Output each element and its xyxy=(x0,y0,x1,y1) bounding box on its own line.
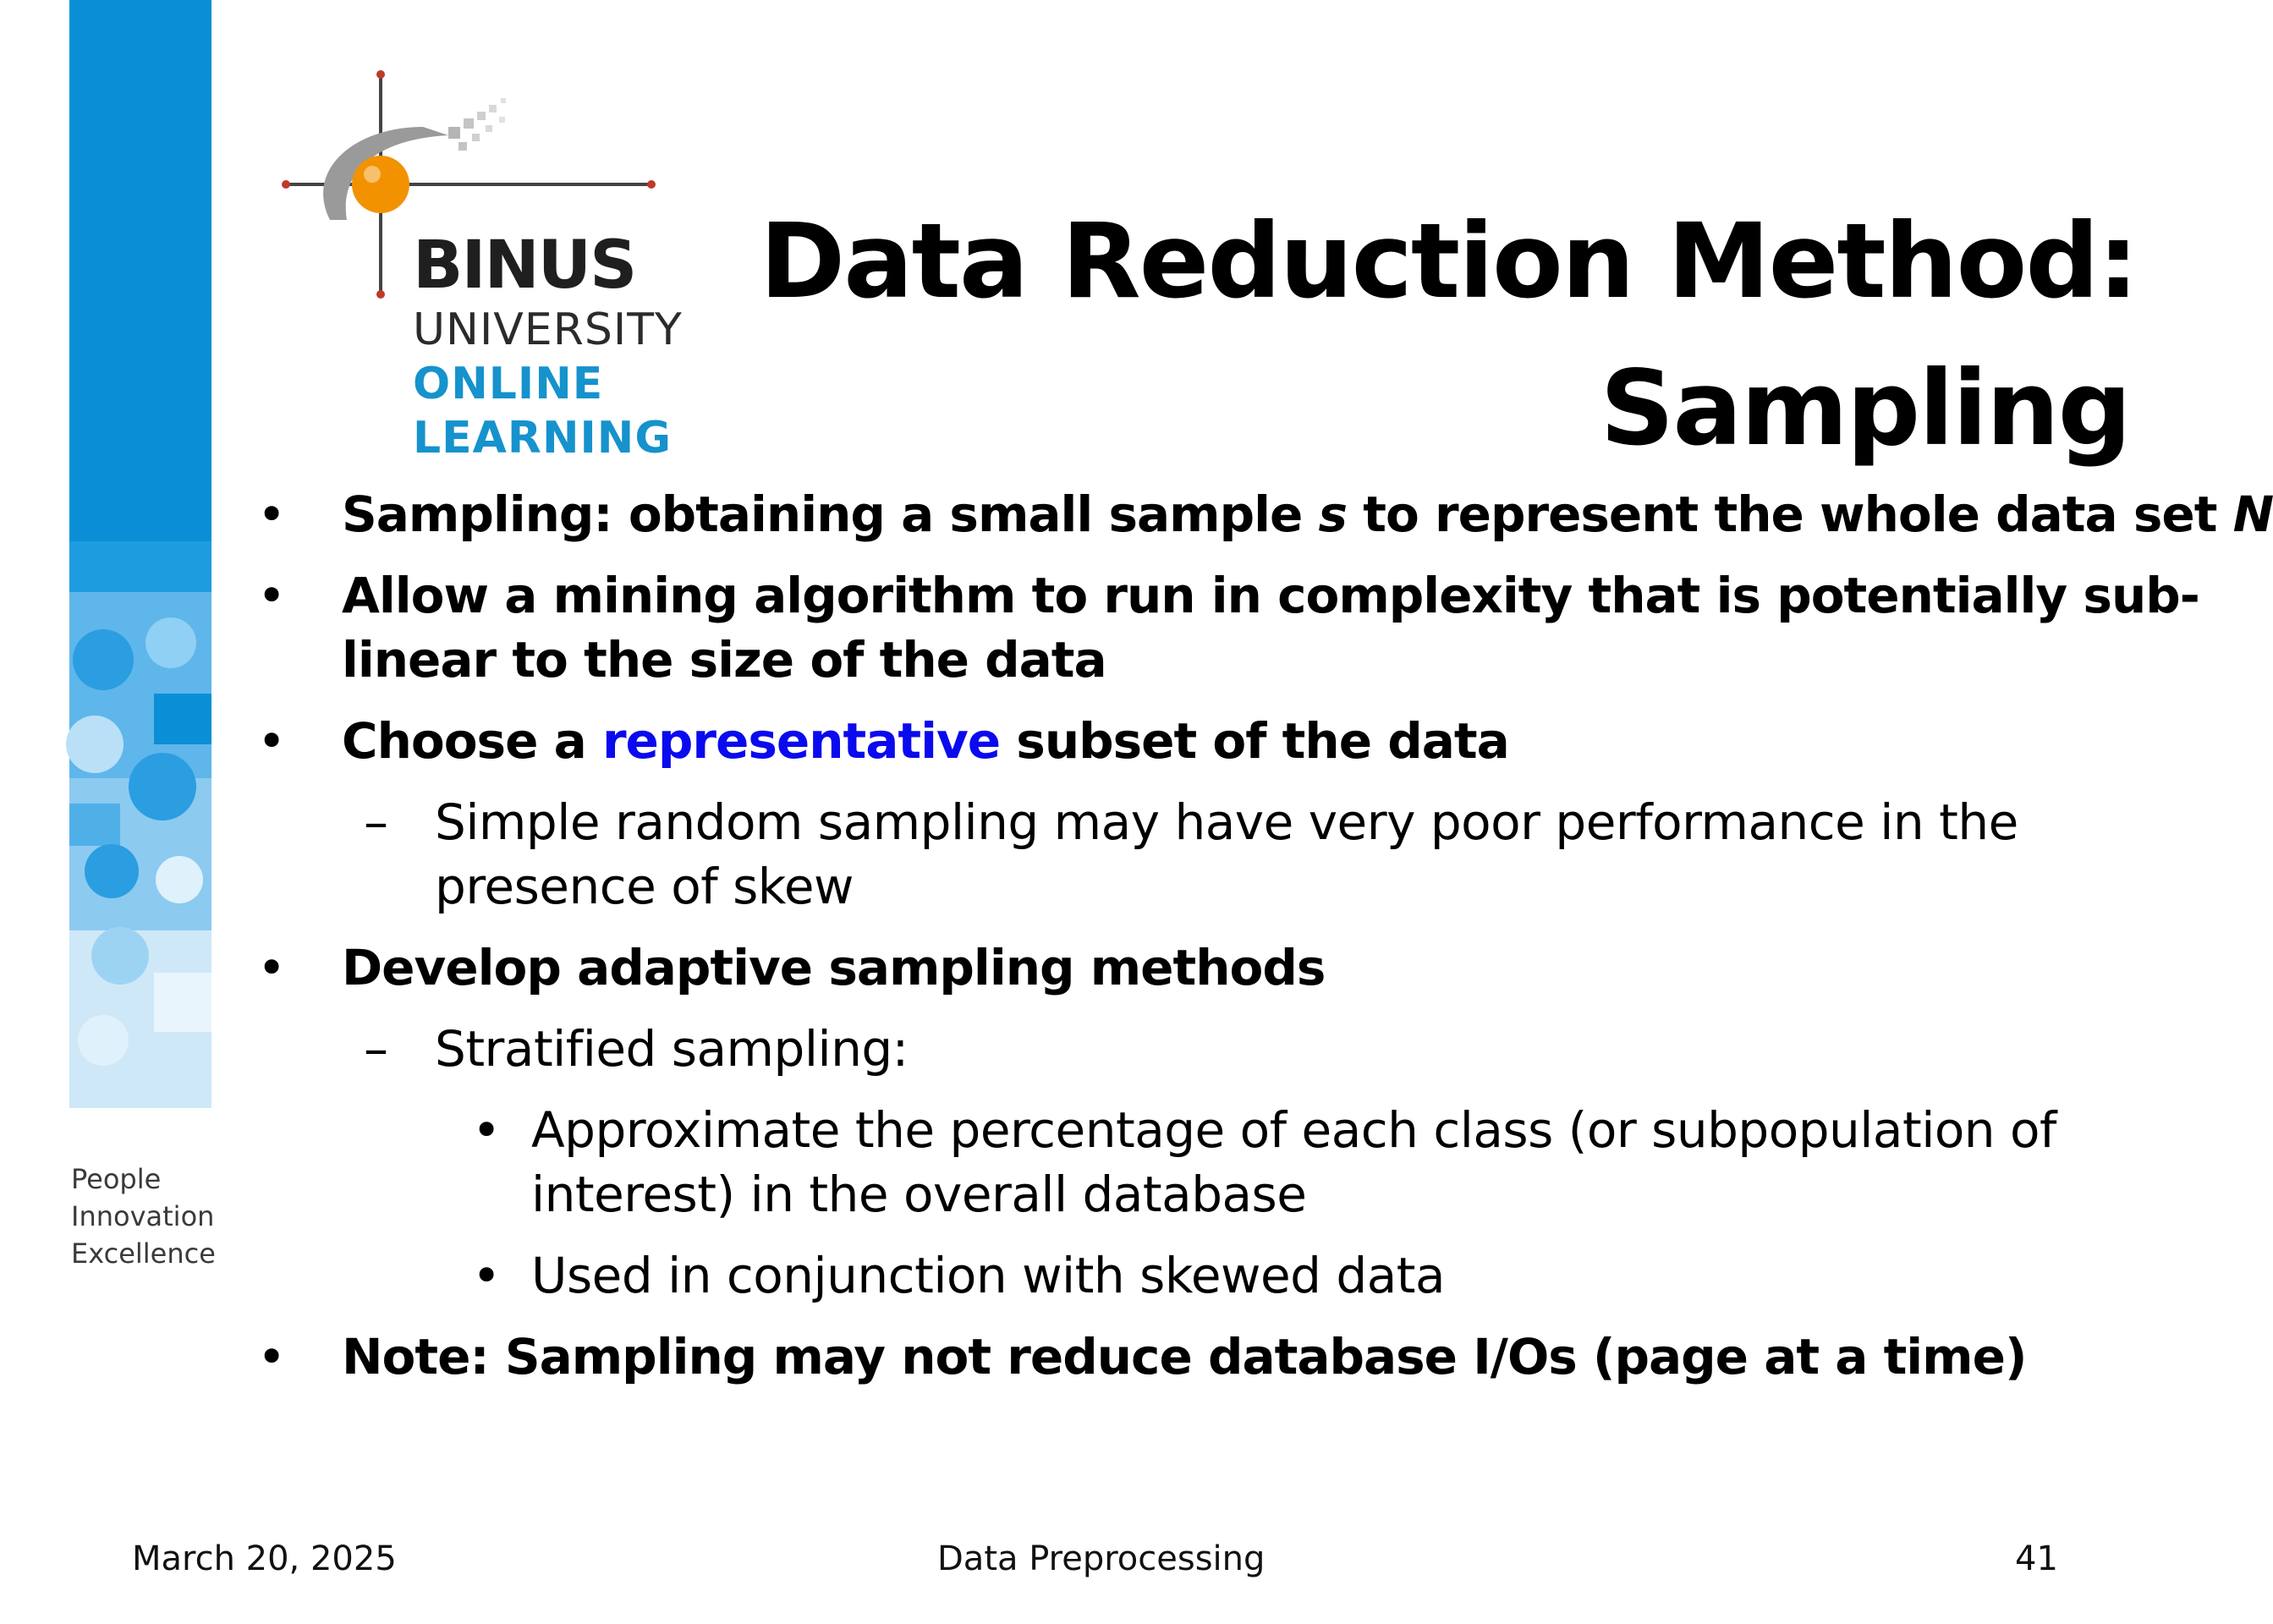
bullet-adaptive-sampling xyxy=(254,935,2149,1000)
slide-title xyxy=(760,188,2138,482)
bullet-marker: • xyxy=(257,1328,286,1385)
highlight-representative: representative xyxy=(601,712,1001,770)
bullet-sublinear-complexity xyxy=(254,563,2199,692)
bullet-text: Note: Sampling may not reduce database I/Os (page at a time) xyxy=(342,1328,2027,1385)
bullet-representative-subset xyxy=(254,709,2149,773)
sub-sub-bullet-text-line-1: Approximate the percentage of each class (or subpopulation of xyxy=(531,1101,2056,1159)
bullet-text: Sampling: obtaining a small sample xyxy=(342,486,1319,543)
bullet-marker: • xyxy=(472,1247,501,1304)
variable-s: s xyxy=(1318,486,1348,543)
sub-bullet-simple-random xyxy=(254,790,2149,919)
bullet-sampling-definition xyxy=(254,482,2273,546)
logo-learning: LEARNING xyxy=(413,413,673,464)
sub-sub-bullet-text-line-2: interest) in the overall database xyxy=(531,1166,1307,1223)
tagline-excellence: Excellence xyxy=(71,1237,216,1270)
sub-sub-bullet-approximate xyxy=(254,1098,2149,1226)
bullet-text: to represent the whole data set xyxy=(1347,486,2233,543)
tagline-people: People xyxy=(71,1163,162,1195)
logo-brand: BINUS xyxy=(413,228,636,304)
binus-logo xyxy=(279,68,702,465)
sub-bullet-stratified xyxy=(254,1017,2149,1081)
bullet-marker: • xyxy=(257,712,286,770)
bullet-text-line-1: Allow a mining algorithm to run in complexity that is potentially sub- xyxy=(342,567,2199,624)
bullet-marker: • xyxy=(472,1101,501,1159)
bullet-text: Choose a xyxy=(342,712,602,770)
sub-bullet-text: Stratified sampling: xyxy=(435,1020,909,1078)
bullet-note-io xyxy=(254,1325,2149,1389)
tagline xyxy=(71,1160,216,1272)
dash-marker: – xyxy=(364,1020,388,1078)
sub-bullet-text-line-2: presence of skew xyxy=(435,858,854,915)
slide-title-line-2: Sampling xyxy=(1600,348,2130,469)
bullet-text: Develop adaptive sampling methods xyxy=(342,939,1326,996)
slide-content xyxy=(254,482,2273,1406)
logo-university: UNIVERSITY xyxy=(413,304,683,355)
decorative-side-band xyxy=(69,0,211,1108)
slide-title-line-1: Data Reduction Method: xyxy=(760,201,2138,321)
tagline-innovation: Innovation xyxy=(71,1200,215,1232)
sub-sub-bullet-skewed xyxy=(254,1243,2149,1308)
bullet-marker: • xyxy=(257,486,286,543)
bullet-text: subset of the data xyxy=(1000,712,1509,770)
footer-page-number: 41 xyxy=(2015,1539,2058,1578)
dash-marker: – xyxy=(364,793,388,851)
sub-sub-bullet-text: Used in conjunction with skewed data xyxy=(531,1247,1446,1304)
bullet-text-line-2: linear to the size of the data xyxy=(342,631,1106,689)
sub-bullet-text-line-1: Simple random sampling may have very poor performance in the xyxy=(435,793,2018,851)
variable-n: N xyxy=(2232,486,2273,543)
bullet-marker: • xyxy=(257,939,286,996)
footer-topic: Data Preprocessing xyxy=(937,1539,1266,1578)
bullet-marker: • xyxy=(257,567,286,624)
logo-online: ONLINE xyxy=(413,359,604,409)
footer-date: March 20, 2025 xyxy=(132,1539,397,1578)
binus-logo-text xyxy=(413,228,683,465)
